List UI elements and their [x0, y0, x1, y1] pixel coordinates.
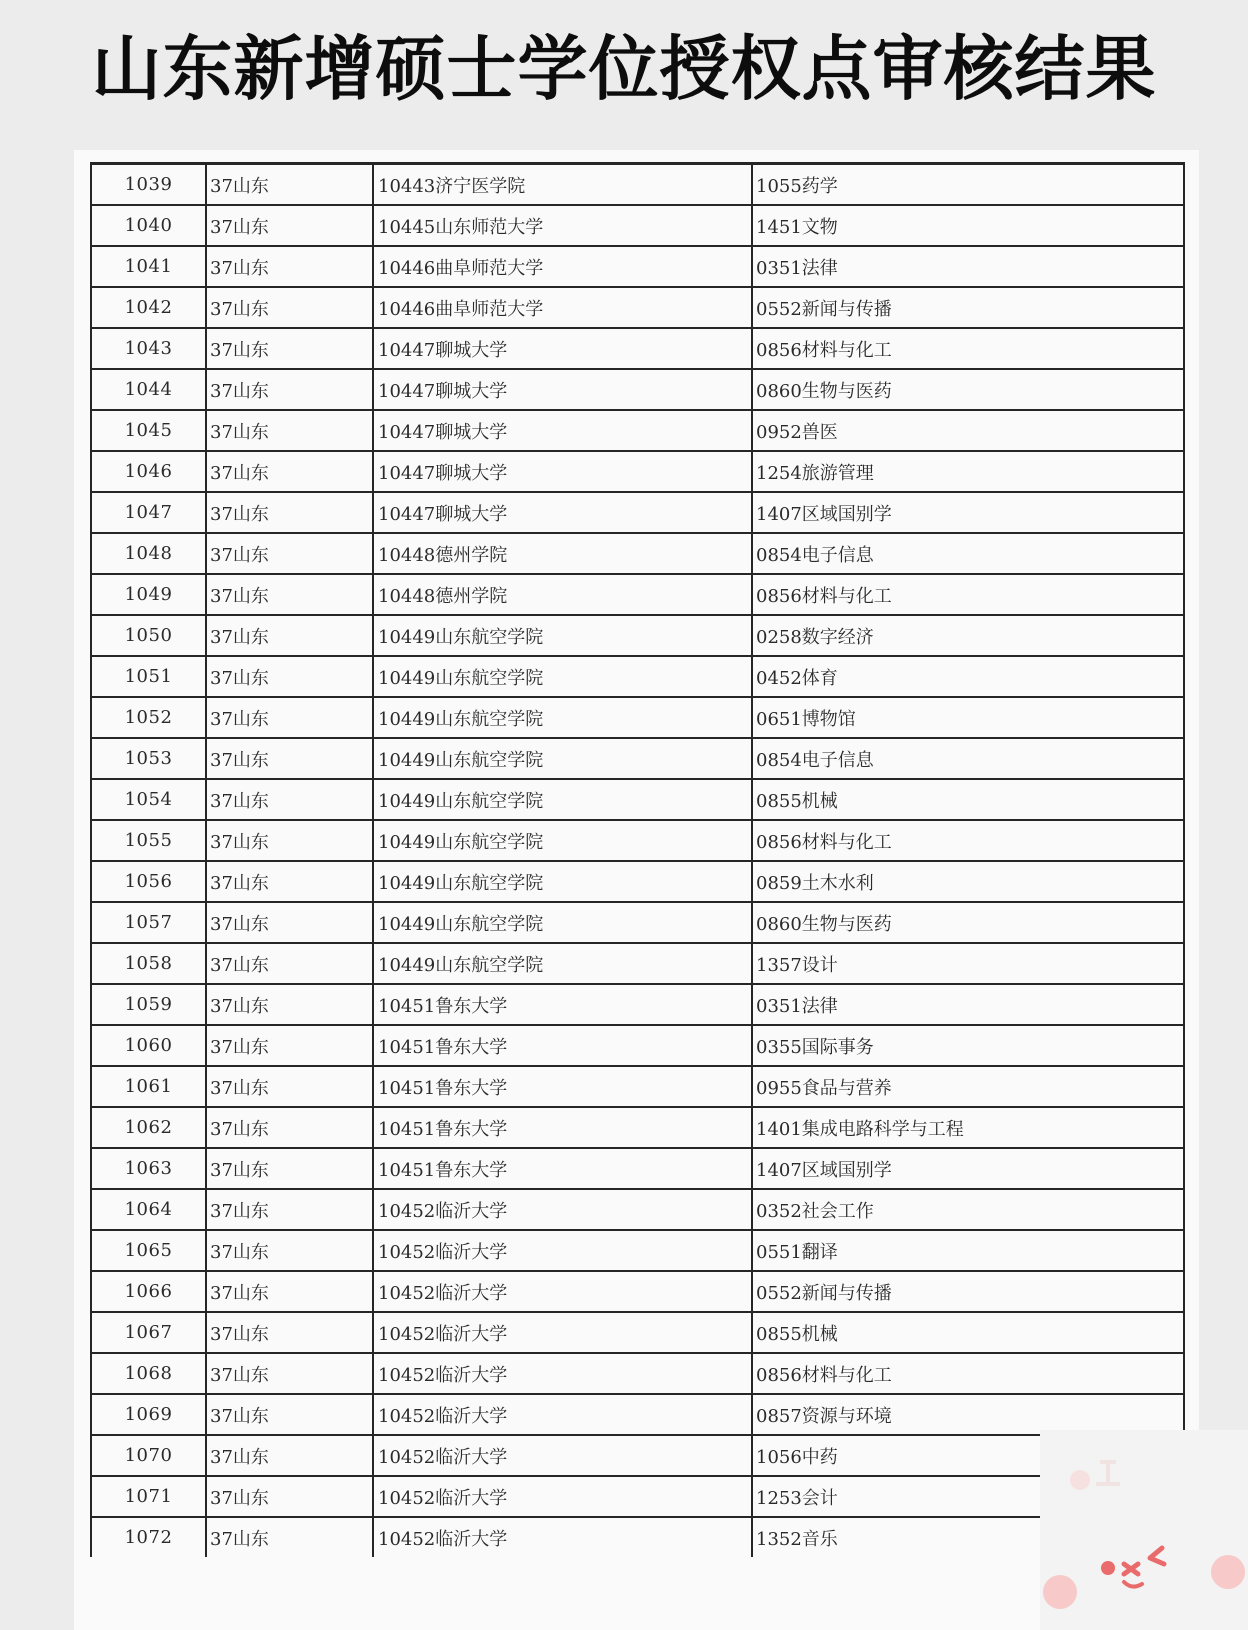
table-row: [91, 615, 1184, 656]
seq-number-cell: 1054: [91, 779, 206, 820]
results-table-body: [91, 164, 1184, 1558]
major-cell: 0552新闻与传播: [752, 1271, 1184, 1312]
major-cell: 1253会计: [752, 1476, 1184, 1517]
province-cell: 37山东: [206, 861, 373, 902]
table-row: [91, 656, 1184, 697]
seq-number-cell: 1065: [91, 1230, 206, 1271]
province-cell: 37山东: [206, 1107, 373, 1148]
seq-number-cell: 1057: [91, 902, 206, 943]
seq-number-cell: 1040: [91, 205, 206, 246]
university-cell: 10452临沂大学: [373, 1435, 752, 1476]
university-cell: 10451鲁东大学: [373, 984, 752, 1025]
university-cell: 10445山东师范大学: [373, 205, 752, 246]
university-cell: 10447聊城大学: [373, 328, 752, 369]
university-cell: 10449山东航空学院: [373, 902, 752, 943]
table-row: [91, 1476, 1184, 1517]
major-cell: 0351法律: [752, 246, 1184, 287]
university-cell: 10447聊城大学: [373, 451, 752, 492]
province-cell: 37山东: [206, 1189, 373, 1230]
major-cell: 0855机械: [752, 779, 1184, 820]
seq-number-cell: 1060: [91, 1025, 206, 1066]
table-row: [91, 779, 1184, 820]
seq-number-cell: 1050: [91, 615, 206, 656]
university-cell: 10452临沂大学: [373, 1189, 752, 1230]
major-cell: 1254旅游管理: [752, 451, 1184, 492]
province-cell: 37山东: [206, 533, 373, 574]
province-cell: 37山东: [206, 574, 373, 615]
university-cell: 10449山东航空学院: [373, 861, 752, 902]
table-row: [91, 1435, 1184, 1476]
major-cell: 1357设计: [752, 943, 1184, 984]
province-cell: 37山东: [206, 738, 373, 779]
university-cell: 10449山东航空学院: [373, 943, 752, 984]
province-cell: 37山东: [206, 779, 373, 820]
university-cell: 10447聊城大学: [373, 492, 752, 533]
seq-number-cell: 1043: [91, 328, 206, 369]
table-row: [91, 410, 1184, 451]
table-row: [91, 451, 1184, 492]
province-cell: 37山东: [206, 205, 373, 246]
province-cell: 37山东: [206, 1025, 373, 1066]
province-cell: 37山东: [206, 328, 373, 369]
province-cell: 37山东: [206, 984, 373, 1025]
seq-number-cell: 1051: [91, 656, 206, 697]
table-row: [91, 492, 1184, 533]
university-cell: 10446曲阜师范大学: [373, 246, 752, 287]
university-cell: 10449山东航空学院: [373, 656, 752, 697]
province-cell: 37山东: [206, 410, 373, 451]
seq-number-cell: 1049: [91, 574, 206, 615]
seq-number-cell: 1047: [91, 492, 206, 533]
university-cell: 10449山东航空学院: [373, 779, 752, 820]
seq-number-cell: 1064: [91, 1189, 206, 1230]
cute-face-sticker-icon: [1040, 1440, 1248, 1630]
province-cell: 37山东: [206, 1066, 373, 1107]
university-cell: 10452临沂大学: [373, 1312, 752, 1353]
province-cell: 37山东: [206, 1230, 373, 1271]
province-cell: 37山东: [206, 287, 373, 328]
province-cell: 37山东: [206, 1271, 373, 1312]
seq-number-cell: 1069: [91, 1394, 206, 1435]
table-row: [91, 328, 1184, 369]
university-cell: 10448德州学院: [373, 533, 752, 574]
province-cell: 37山东: [206, 1148, 373, 1189]
major-cell: 0859土木水利: [752, 861, 1184, 902]
major-cell: 0860生物与医药: [752, 902, 1184, 943]
province-cell: 37山东: [206, 943, 373, 984]
major-cell: 0952兽医: [752, 410, 1184, 451]
province-cell: 37山东: [206, 902, 373, 943]
major-cell: 0651博物馆: [752, 697, 1184, 738]
table-row: [91, 902, 1184, 943]
seq-number-cell: 1039: [91, 164, 206, 206]
table-row: [91, 697, 1184, 738]
major-cell: 1451文物: [752, 205, 1184, 246]
major-cell: 0552新闻与传播: [752, 287, 1184, 328]
seq-number-cell: 1067: [91, 1312, 206, 1353]
seq-number-cell: 1061: [91, 1066, 206, 1107]
province-cell: 37山东: [206, 656, 373, 697]
major-cell: 0352社会工作: [752, 1189, 1184, 1230]
university-cell: 10451鲁东大学: [373, 1066, 752, 1107]
major-cell: 0854电子信息: [752, 738, 1184, 779]
major-cell: 1352音乐: [752, 1517, 1184, 1557]
table-row: [91, 1517, 1184, 1557]
major-cell: 0856材料与化工: [752, 1353, 1184, 1394]
university-cell: 10443济宁医学院: [373, 164, 752, 206]
province-cell: 37山东: [206, 451, 373, 492]
table-row: [91, 984, 1184, 1025]
university-cell: 10449山东航空学院: [373, 820, 752, 861]
seq-number-cell: 1062: [91, 1107, 206, 1148]
major-cell: 0857资源与环境: [752, 1394, 1184, 1435]
table-row: [91, 1271, 1184, 1312]
seq-number-cell: 1059: [91, 984, 206, 1025]
table-row: [91, 287, 1184, 328]
seq-number-cell: 1071: [91, 1476, 206, 1517]
results-table: [90, 162, 1185, 1557]
table-row: [91, 1189, 1184, 1230]
university-cell: 10452临沂大学: [373, 1517, 752, 1557]
seq-number-cell: 1053: [91, 738, 206, 779]
province-cell: 37山东: [206, 615, 373, 656]
university-cell: 10452临沂大学: [373, 1353, 752, 1394]
major-cell: 0551翻译: [752, 1230, 1184, 1271]
seq-number-cell: 1055: [91, 820, 206, 861]
table-row: [91, 861, 1184, 902]
major-cell: 1407区域国别学: [752, 492, 1184, 533]
province-cell: 37山东: [206, 492, 373, 533]
university-cell: 10451鲁东大学: [373, 1107, 752, 1148]
university-cell: 10447聊城大学: [373, 410, 752, 451]
province-cell: 37山东: [206, 369, 373, 410]
university-cell: 10452临沂大学: [373, 1271, 752, 1312]
page-title: 山东新增硕士学位授权点审核结果: [91, 28, 1157, 110]
university-cell: 10451鲁东大学: [373, 1025, 752, 1066]
major-cell: 0856材料与化工: [752, 820, 1184, 861]
province-cell: 37山东: [206, 820, 373, 861]
seq-number-cell: 1063: [91, 1148, 206, 1189]
table-row: [91, 246, 1184, 287]
major-cell: 1401集成电路科学与工程: [752, 1107, 1184, 1148]
table-row: [91, 738, 1184, 779]
major-cell: 0856材料与化工: [752, 328, 1184, 369]
province-cell: 37山东: [206, 246, 373, 287]
table-row: [91, 533, 1184, 574]
table-row: [91, 1025, 1184, 1066]
seq-number-cell: 1072: [91, 1517, 206, 1557]
university-cell: 10449山东航空学院: [373, 738, 752, 779]
major-cell: 0955食品与营养: [752, 1066, 1184, 1107]
province-cell: 37山东: [206, 164, 373, 206]
major-cell: 1055药学: [752, 164, 1184, 206]
seq-number-cell: 1056: [91, 861, 206, 902]
university-cell: 10448德州学院: [373, 574, 752, 615]
table-row: [91, 1353, 1184, 1394]
seq-number-cell: 1046: [91, 451, 206, 492]
major-cell: 0351法律: [752, 984, 1184, 1025]
university-cell: 10446曲阜师范大学: [373, 287, 752, 328]
major-cell: 0855机械: [752, 1312, 1184, 1353]
major-cell: 0856材料与化工: [752, 574, 1184, 615]
province-cell: 37山东: [206, 1394, 373, 1435]
major-cell: 1056中药: [752, 1435, 1184, 1476]
university-cell: 10447聊城大学: [373, 369, 752, 410]
table-row: [91, 1230, 1184, 1271]
province-cell: 37山东: [206, 1353, 373, 1394]
table-row: [91, 1394, 1184, 1435]
table-row: [91, 574, 1184, 615]
seq-number-cell: 1052: [91, 697, 206, 738]
table-row: [91, 1107, 1184, 1148]
major-cell: 0854电子信息: [752, 533, 1184, 574]
table-row: [91, 205, 1184, 246]
table-row: [91, 164, 1184, 206]
seq-number-cell: 1070: [91, 1435, 206, 1476]
province-cell: 37山东: [206, 1476, 373, 1517]
seq-number-cell: 1058: [91, 943, 206, 984]
major-cell: 0452体育: [752, 656, 1184, 697]
table-row: [91, 1066, 1184, 1107]
university-cell: 10449山东航空学院: [373, 697, 752, 738]
seq-number-cell: 1041: [91, 246, 206, 287]
university-cell: 10452临沂大学: [373, 1394, 752, 1435]
major-cell: 0860生物与医药: [752, 369, 1184, 410]
table-row: [91, 1148, 1184, 1189]
seq-number-cell: 1048: [91, 533, 206, 574]
seq-number-cell: 1042: [91, 287, 206, 328]
university-cell: 10452临沂大学: [373, 1476, 752, 1517]
university-cell: 10452临沂大学: [373, 1230, 752, 1271]
major-cell: 0355国际事务: [752, 1025, 1184, 1066]
seq-number-cell: 1066: [91, 1271, 206, 1312]
table-row: [91, 943, 1184, 984]
province-cell: 37山东: [206, 1517, 373, 1557]
major-cell: 1407区域国别学: [752, 1148, 1184, 1189]
seq-number-cell: 1045: [91, 410, 206, 451]
seq-number-cell: 1044: [91, 369, 206, 410]
seq-number-cell: 1068: [91, 1353, 206, 1394]
province-cell: 37山东: [206, 1312, 373, 1353]
major-cell: 0258数字经济: [752, 615, 1184, 656]
province-cell: 37山东: [206, 697, 373, 738]
province-cell: 37山东: [206, 1435, 373, 1476]
university-cell: 10451鲁东大学: [373, 1148, 752, 1189]
university-cell: 10449山东航空学院: [373, 615, 752, 656]
table-row: [91, 1312, 1184, 1353]
table-row: [91, 369, 1184, 410]
table-row: [91, 820, 1184, 861]
